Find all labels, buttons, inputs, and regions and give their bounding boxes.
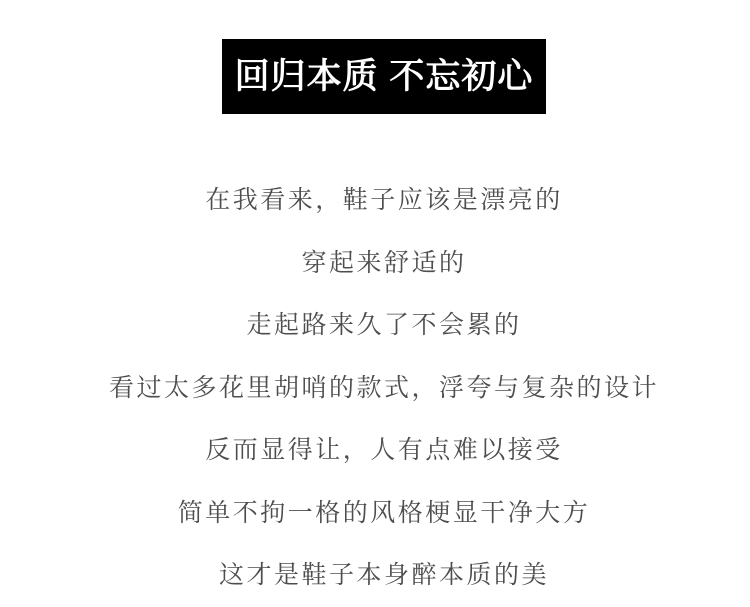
description-line: 简单不拘一格的风格梗显干净大方 [177, 498, 591, 527]
description-line: 穿起来舒适的 [301, 248, 467, 277]
description-line: 看过太多花里胡哨的款式，浮夸与复杂的设计 [108, 373, 659, 402]
headline-banner: 回归本质 不忘初心 [222, 39, 547, 114]
description-lines [9, 169, 750, 607]
description-line: 在我看来，鞋子应该是漂亮的 [205, 186, 563, 214]
product-description-section [9, 0, 750, 607]
description-line: 这才是鞋子本身醉本质的美 [218, 561, 549, 589]
description-line: 走起路来久了不会累的 [246, 311, 522, 339]
description-line: 反而显得让，人有点难以接受 [205, 436, 563, 464]
